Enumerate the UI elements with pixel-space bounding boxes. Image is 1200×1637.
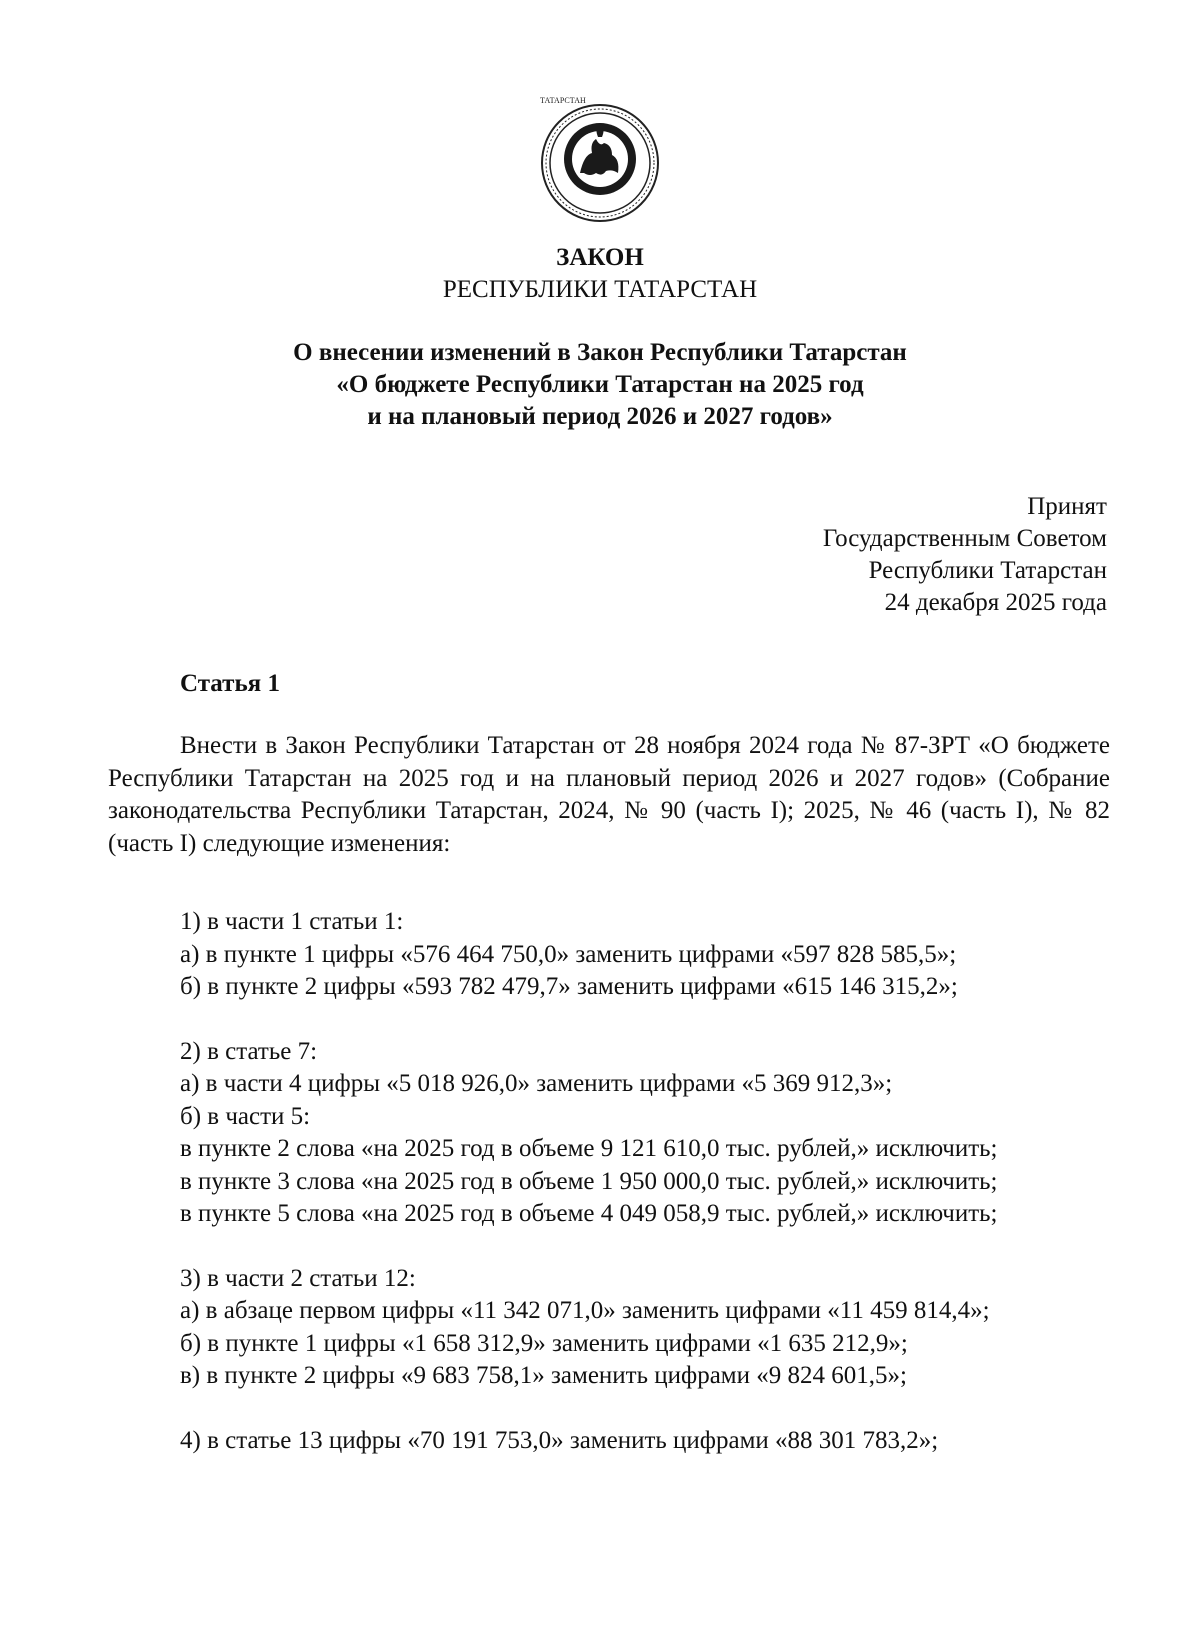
item-3a: а) в абзаце первом цифры «11 342 071,0» заменить цифрами «11 459 814,4»; <box>180 1297 990 1324</box>
spacer <box>180 1004 1120 1036</box>
tatarstan-emblem <box>540 96 660 223</box>
heading-line: «О бюджете Республики Татарстан на 2025 год <box>336 371 864 398</box>
item-2b-point-5: в пункте 5 слова «на 2025 год в объеме 4 049 058,9 тыс. рублей,» исключить; <box>180 1200 998 1227</box>
item-1a: а) в пункте 1 цифры «576 464 750,0» заменить цифрами «597 828 585,5»; <box>180 940 957 968</box>
article-intro-paragraph: Внести в Закон Республики Татарстан от 28 ноября 2024 года № 87-ЗРТ «О бюджете Республики Татарстан на 2025 год и на плановый период 2026 и 2027 годов» (Собрание законодательства Республики Татарстан, 2024, № 90 (часть I); 2025, № 46 (часть I), № 82 (часть I) следующие изменения: <box>108 732 1110 857</box>
adoption-line: Республики Татарстан <box>868 557 1107 584</box>
item-2-header: 2) в статье 7: <box>180 1037 318 1065</box>
item-1-header: 1) в части 1 статьи 1: <box>180 908 404 935</box>
heading-line: и на плановый период 2026 и 2027 годов» <box>367 403 833 430</box>
heading-line: О внесении изменений в Закон Республики Татарстан <box>293 339 907 366</box>
item-4: 4) в статье 13 цифры «70 191 753,0» заменить цифрами «88 301 783,2»; <box>180 1426 939 1454</box>
law-heading <box>0 337 1200 433</box>
spacer <box>180 1231 1120 1263</box>
adoption-block <box>823 491 1107 619</box>
item-3-header: 3) в части 2 статьи 12: <box>180 1264 416 1292</box>
item-3c: в) в пункте 2 цифры «9 683 758,1» заменить цифрами «9 824 601,5»; <box>180 1362 907 1389</box>
item-2b-point-2: в пункте 2 слова «на 2025 год в объеме 9 121 610,0 тыс. рублей,» исключить; <box>180 1135 998 1162</box>
item-1b: б) в пункте 2 цифры «593 782 479,7» заменить цифрами «615 146 315,2»; <box>180 973 958 1000</box>
amendment-items <box>180 906 1120 1457</box>
law-subtitle: РЕСПУБЛИКИ ТАТАРСТАН <box>442 276 758 303</box>
item-2a: а) в части 4 цифры «5 018 926,0» заменить цифрами «5 369 912,3»; <box>180 1070 893 1097</box>
spacer <box>180 1393 1120 1425</box>
item-2b-point-3: в пункте 3 слова «на 2025 год в объеме 1 950 000,0 тыс. рублей,» исключить; <box>180 1167 998 1195</box>
adoption-date: 24 декабря 2025 года <box>884 589 1107 616</box>
adoption-line: Государственным Советом <box>822 525 1107 552</box>
item-2b: б) в части 5: <box>180 1102 311 1130</box>
emblem-label: ТАТАРСТАН <box>540 96 586 105</box>
law-title-block <box>0 242 1200 306</box>
item-3b: б) в пункте 1 цифры «1 658 312,9» заменить цифрами «1 635 212,9»; <box>180 1329 908 1357</box>
law-title: ЗАКОН <box>556 244 644 271</box>
article-title: Статья 1 <box>180 670 280 697</box>
adoption-line: Принят <box>1027 493 1107 520</box>
